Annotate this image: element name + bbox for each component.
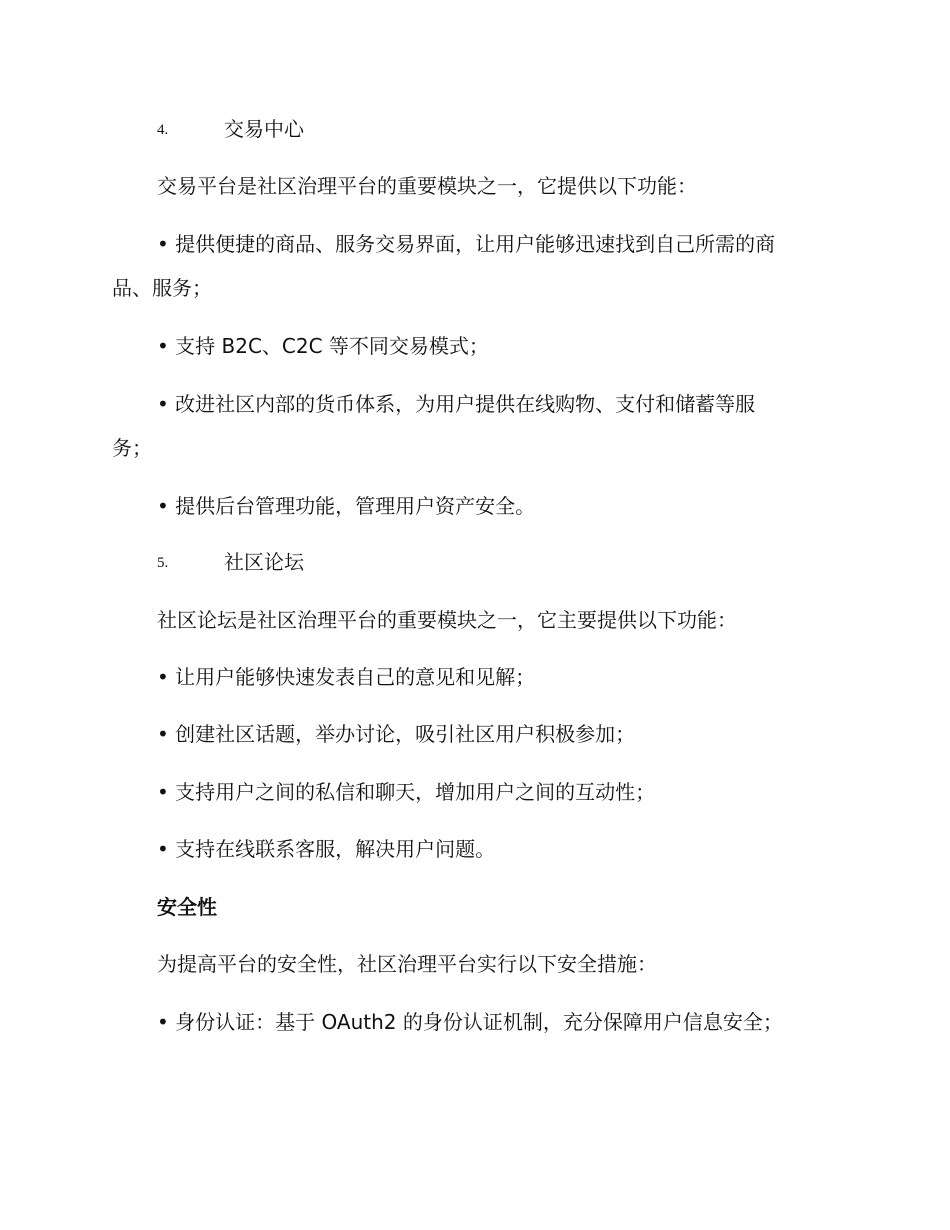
list-item: • 支持在线联系客服，解决用户问题。 <box>157 837 496 861</box>
list-item: • 支持 B2C、C2C 等不同交易模式； <box>157 334 489 358</box>
section-heading: 安全性 <box>157 895 217 919</box>
section-number: 5. <box>157 555 169 571</box>
list-item: • 改进社区内部的货币体系，为用户提供在线购物、支付和储蓄等服 <box>157 392 756 416</box>
list-item: • 身份认证：基于 OAuth2 的身份认证机制，充分保障用户信息安全； <box>157 1010 783 1034</box>
paragraph: 交易平台是社区治理平台的重要模块之一，它提供以下功能： <box>157 174 697 198</box>
section-title: 社区论坛 <box>224 550 304 574</box>
list-item: • 提供后台管理功能，管理用户资产安全。 <box>157 494 536 518</box>
list-item-continuation: 务； <box>112 436 152 460</box>
paragraph: 为提高平台的安全性，社区治理平台实行以下安全措施： <box>157 952 657 976</box>
section-title: 交易中心 <box>224 117 304 141</box>
list-item: • 支持用户之间的私信和聊天，增加用户之间的互动性； <box>157 780 656 804</box>
list-item: • 创建社区话题，举办讨论，吸引社区用户积极参加； <box>157 722 636 746</box>
list-item: • 提供便捷的商品、服务交易界面，让用户能够迅速找到自己所需的商 <box>157 232 776 256</box>
list-item: • 让用户能够快速发表自己的意见和见解； <box>157 665 536 689</box>
section-number: 4. <box>157 122 169 138</box>
list-item-continuation: 品、服务； <box>112 276 212 300</box>
paragraph: 社区论坛是社区治理平台的重要模块之一，它主要提供以下功能： <box>157 608 737 632</box>
